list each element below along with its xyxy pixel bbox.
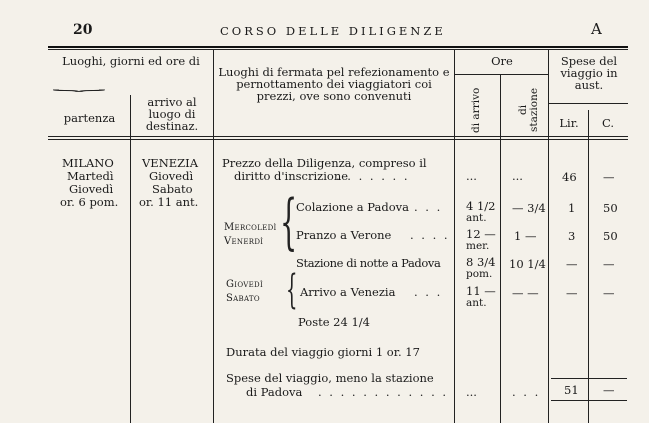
header-spese-rule [549, 103, 628, 104]
prezzo-c: — [603, 170, 615, 184]
header-luoghi: Luoghi, giorni ed ore di [62, 54, 200, 68]
prezzo-line2: diritto d'inscrizione [234, 169, 349, 183]
spese-leader: . . . . . . . . . . . . [318, 385, 449, 399]
arrival-day1: Giovedì [149, 169, 194, 183]
page-number: 20 [73, 22, 93, 38]
colazione-stazione: — 3/4 [512, 201, 546, 215]
col-rule-ore [548, 50, 549, 423]
prezzo-leader: . . . . . . . [336, 169, 410, 183]
spese-lir: 51 [564, 383, 579, 397]
header-lir: Lir. [559, 116, 579, 130]
notte-c: — [603, 257, 615, 271]
prezzo-line1: Prezzo della Diligenza, compreso il [222, 156, 427, 170]
arrivo-venezia-leader: . . . [414, 285, 443, 299]
pranzo-lir: 3 [568, 229, 576, 243]
header-partenza: partenza [63, 111, 116, 125]
spese-line1: Spese del viaggio, meno la stazione [226, 371, 434, 385]
header-spese: Spese del viaggio in aust. [560, 54, 618, 92]
departure-place: MILANO [62, 156, 114, 170]
arrivo-venezia-lir: — [566, 286, 578, 300]
arrivo-venezia-stazione: — — [512, 286, 539, 300]
group2-brace: { [286, 267, 298, 313]
arrivo-venezia-arrivo: 11 — [466, 284, 496, 298]
group2-day-b: Sabato [226, 293, 260, 304]
poste-label: Poste 24 1/4 [298, 315, 370, 329]
header-ore: Ore [491, 54, 513, 68]
prezzo-arrivo: ... [466, 169, 477, 183]
arrivo-venezia-label: Arrivo a Venezia [300, 285, 396, 299]
col-rule-spese-mid [588, 110, 589, 423]
prezzo-lir: 46 [562, 170, 577, 184]
group2-day-a: Giovedì [226, 279, 264, 290]
colazione-lir: 1 [568, 201, 576, 215]
col-rule-luoghi [213, 50, 214, 423]
top-rule [48, 46, 628, 48]
header-bottom-rule2 [48, 139, 628, 140]
pranzo-leader: . . . . [410, 228, 450, 242]
header-c: C. [601, 116, 615, 130]
pranzo-stazione: 1 — [514, 229, 537, 243]
colazione-c: 50 [603, 201, 618, 215]
running-head: CORSO DELLE DILIGENZE [220, 24, 446, 38]
colazione-leader: . . . [414, 200, 443, 214]
arrival-time: or. 11 ant. [139, 195, 199, 209]
header-fermata: Luoghi di fermata pel refezionamento e pernottamento dei viaggiatori coi prezzi, ove sono convenuti [218, 65, 450, 103]
header-di-arrivo: di arrivo [470, 87, 482, 133]
departure-time: or. 6 pom. [60, 195, 119, 209]
pranzo-label: Pranzo a Verone [296, 228, 392, 242]
pranzo-arrivo-suffix: mer. [466, 240, 490, 252]
notte-arrivo: 8 3/4 [466, 255, 496, 269]
group1-day-b: Venerdì [224, 236, 264, 247]
colazione-arrivo-suffix: ant. [466, 212, 487, 224]
spese-c: — [603, 383, 615, 397]
pranzo-arrivo: 12 — [466, 227, 496, 241]
spese-total-rule [551, 400, 627, 401]
departure-day1: Martedì [67, 169, 114, 183]
header-brace: ⏟ [52, 77, 107, 91]
pranzo-c: 50 [603, 229, 618, 243]
colazione-label: Colazione a Padova [296, 200, 410, 214]
signature-mark: A [591, 20, 602, 38]
spese-sum-rule [551, 378, 627, 379]
colazione-arrivo: 4 1/2 [466, 199, 496, 213]
notte-arrivo-suffix: pom. [466, 268, 493, 280]
top-rule-thin [48, 49, 628, 50]
group1-day-a: Mercoledì [224, 222, 277, 233]
col-rule-fermata [454, 50, 455, 423]
col-rule-partenza [130, 95, 131, 423]
header-arrivo: arrivo al luogo di destinaz. [145, 95, 199, 133]
notte-stazione: 10 1/4 [509, 257, 546, 271]
notte-lir: — [566, 257, 578, 271]
header-di-stazione: di stazione [517, 87, 540, 133]
departure-day2: Giovedì [69, 182, 114, 196]
spese-line2: di Padova [246, 385, 303, 399]
arrivo-venezia-suffix: ant. [466, 297, 487, 309]
col-rule-ore-mid [500, 75, 501, 423]
notte-label: Stazione di notte a Padova [296, 256, 441, 270]
spese-arrivo: ... [466, 385, 477, 399]
spese-stazione-leader: . . . [512, 385, 541, 399]
durata-label: Durata del viaggio giorni 1 or. 17 [226, 345, 420, 359]
arrival-place: VENEZIA [142, 156, 198, 170]
arrivo-venezia-c: — [603, 286, 615, 300]
prezzo-stazione: ... [512, 169, 523, 183]
arrival-day2: Sabato [152, 182, 193, 196]
header-bottom-rule [48, 136, 628, 137]
group1-brace: { [280, 187, 298, 257]
header-ore-rule [455, 74, 548, 75]
